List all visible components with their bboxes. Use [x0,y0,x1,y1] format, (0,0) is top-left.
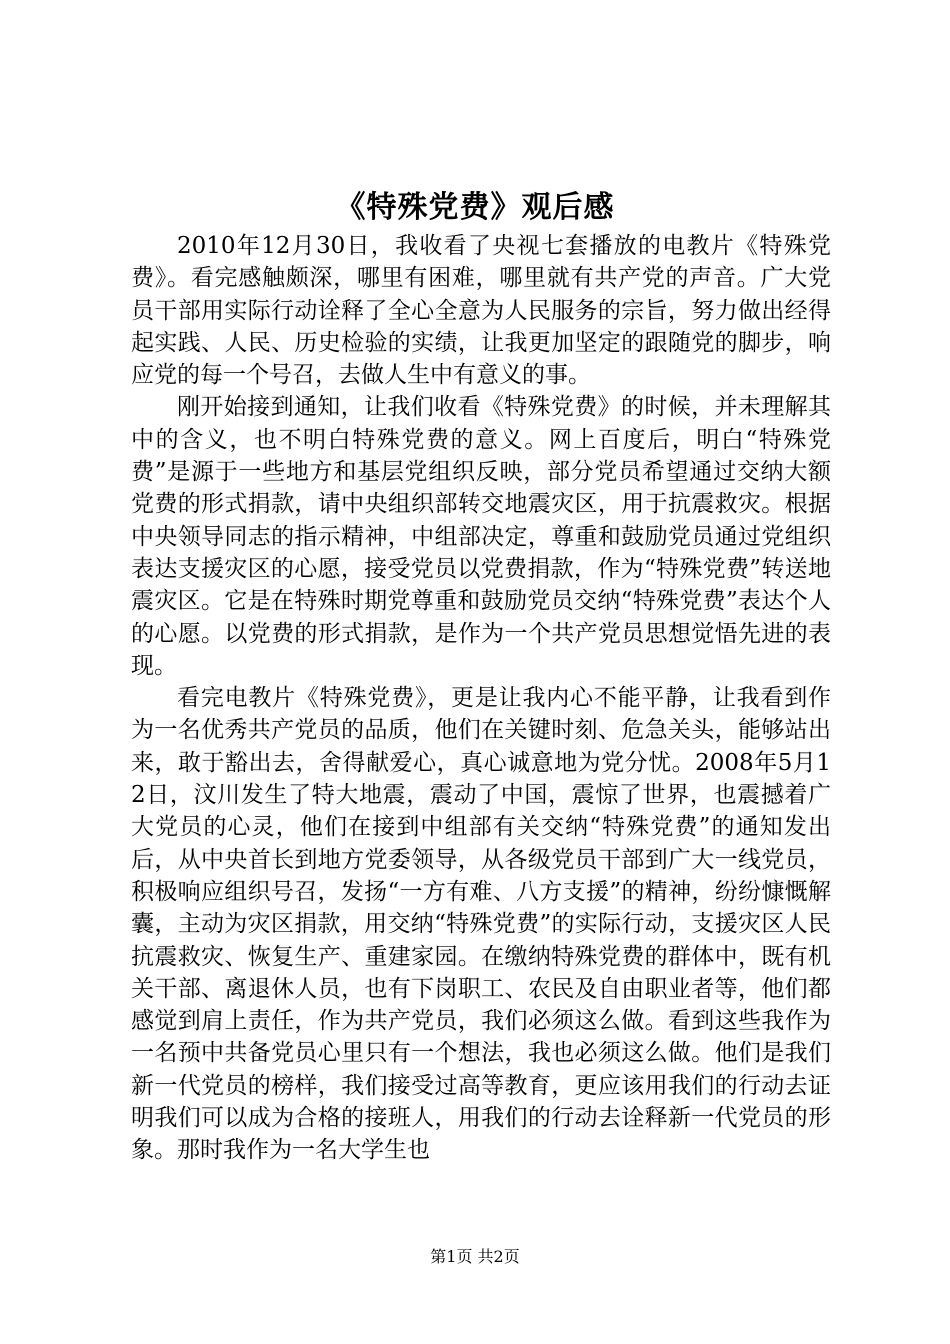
page-footer: 第1页 共2页 [430,1247,520,1266]
document-body [131,230,831,1167]
paragraph-1: 2010年12月30日，我收看了央视七套播放的电教片《特殊党费》。看完感触颇深，哪里有困难，哪里就有共产党的声音。广大党员干部用实际行动诠释了全心全意为人民服务的宗旨，努力做出经得起实践、人民、历史检验的实绩，让我更加坚定的跟随党的脚步，响应党的每一个号召，去做人生中有意义的事。 [131,233,831,389]
document-title: 《特殊党费》观后感 [335,190,615,225]
paragraph-3: 看完电教片《特殊党费》，更是让我内心不能平静，让我看到作为一名优秀共产党员的品质，他们在关键时刻、危急关头，能够站出来，敢于豁出去，舍得献爱心，真心诚意地为党分忧。2008年5月12日，汶川发生了特大地震，震动了中国，震惊了世界，也震撼着广大党员的心灵，他们在接到中组部有关交纳“特殊党费”的通知发出后，从中央首长到地方党委领导，从各级党员干部到广大一线党员，积极响应组织号召，发扬“一方有难、八方支援”的精神，纷纷慷慨解囊，主动为灾区捐款，用交纳“特殊党费”的实际行动，支援灾区人民抗震救灾、恢复生产、重建家园。在缴纳特殊党费的群体中，既有机关干部、离退休人员，也有下岗职工、农民及自由职业者等，他们都感觉到肩上责任，作为共产党员，我们必须这么做。看到这些我作为一名预中共备党员心里只有一个想法，我也必须这么做。他们是我们新一代党员的榜样，我们接受过高等教育，更应该用我们的行动去证明我们可以成为合格的接班人，用我们的行动去诠释新一代党员的形象。那时我作为一名大学生也 [131,685,831,1164]
paragraph-2: 刚开始接到通知，让我们收看《特殊党费》的时候，并未理解其中的含义，也不明白特殊党费的意义。网上百度后，明白“特殊党费”是源于一些地方和基层党组织反映，部分党员希望通过交纳大额党费的形式捐款，请中央组织部转交地震灾区，用于抗震救灾。根据中央领导同志的指示精神，中组部决定，尊重和鼓励党员通过党组织表达支援灾区的心愿，接受党员以党费捐款，作为“特殊党费”转送地震灾区。它是在特殊时期党尊重和鼓励党员交纳“特殊党费”表达个人的心愿。以党费的形式捐款，是作为一个共产党员思想觉悟先进的表现。 [131,394,831,679]
